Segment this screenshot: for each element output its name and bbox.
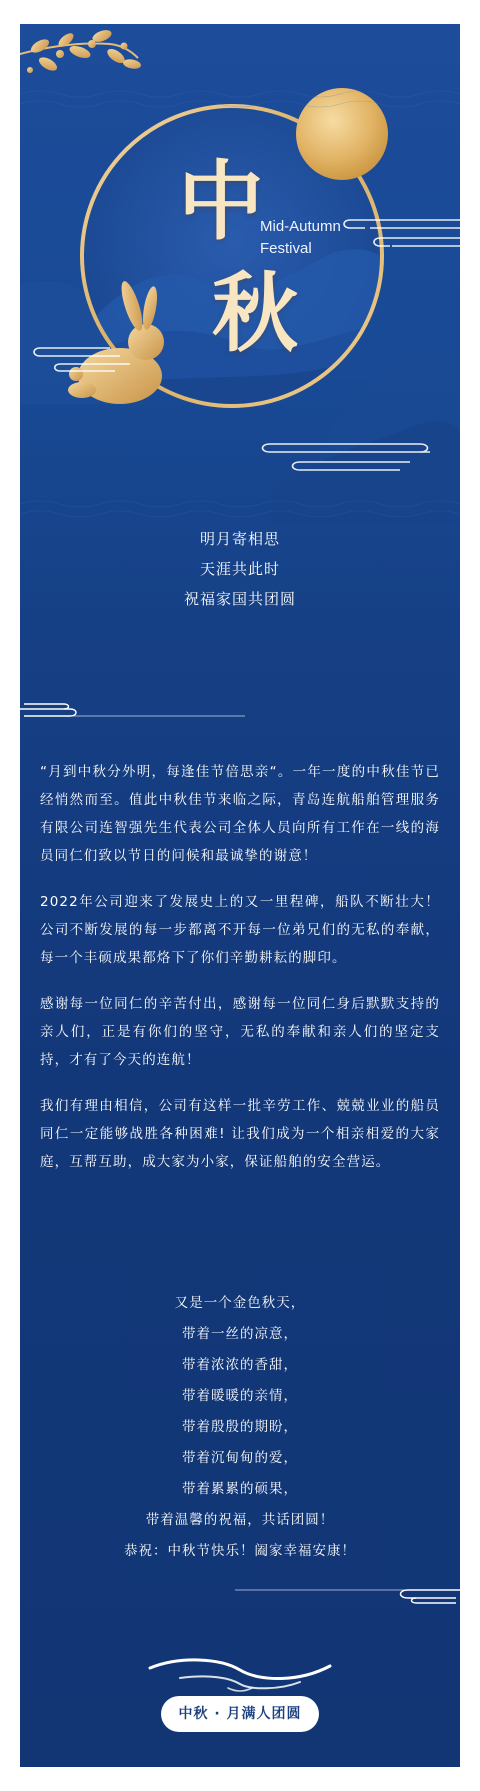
title-char-zhong: 中 [178, 151, 264, 252]
divider-cloud-left [20, 700, 250, 720]
title-char-qiu: 秋 [212, 263, 298, 364]
poem-line: 带着暖暖的亲情， [182, 1388, 298, 1404]
article-paragraph: 感谢每一位同仁的辛苦付出，感谢每一位同仁身后默默支持的亲人们，正是有你们的坚守，无私的奉献和亲人们的坚定支持，才有了今天的连航！ [40, 996, 440, 1068]
poem-line: 恭祝：中秋节快乐！阖家幸福安康！ [124, 1543, 356, 1559]
poem-line: 带着浓浓的香甜， [182, 1357, 298, 1373]
article-body [40, 758, 440, 1194]
poem-line: 带着累累的硕果， [182, 1481, 298, 1497]
hero-greeting-line: 天涯共此时 [199, 560, 280, 578]
article-paragraph: 2022年公司迎来了发展史上的又一里程碑，船队不断壮大！公司不断发展的每一步都离不开每一位弟兄们的无私的奉献，每一个丰硕成果都烙下了你们辛勤耕耘的脚印。 [40, 894, 440, 966]
poem-line: 又是一个金色秋天， [174, 1295, 306, 1311]
english-title-line-1: Mid-Autumn [260, 218, 341, 235]
article-paragraph: 我们有理由相信，公司有这样一批辛劳工作、兢兢业业的船员同仁一定能够战胜各种困难! 让我们成为一个相亲相爱的大家庭，互帮互助，成大家为小家，保证船舶的安全营运。 [40, 1098, 440, 1170]
hero-greeting-line: 祝福家国共团圆 [183, 590, 296, 608]
poem-line: 带着殷殷的期盼， [182, 1419, 298, 1435]
osmanthus-branch-icon [20, 28, 142, 73]
poem-line: 带着沉甸甸的爱， [182, 1450, 298, 1466]
hero-section [20, 24, 460, 644]
hero-greeting [20, 524, 460, 614]
poem-line: 带着温馨的祝福，共话团圆！ [145, 1512, 335, 1528]
mid-autumn-poster [20, 24, 460, 1767]
english-title [260, 216, 380, 260]
article-paragraph: “月到中秋分外明，每逢佳节倍思亲“。一年一度的中秋佳节已经悄然而至。值此中秋佳节来临之际，青岛连航船舶管理服务有限公司连智强先生代表公司全体人员向所有工作在一线的海员同仁们致以节日的问候和最诚挚的谢意！ [40, 764, 440, 864]
festival-badge: 中秋 · 月满人团圆 [161, 1696, 319, 1732]
hero-greeting-line: 明月寄相思 [199, 530, 280, 548]
poem-line: 带着一丝的凉意， [182, 1326, 298, 1342]
divider-cloud-right [230, 1584, 460, 1608]
moon-icon [296, 88, 388, 180]
english-title-line-2: Festival [260, 240, 312, 257]
poem [20, 1288, 460, 1567]
swirl-icon [140, 1648, 340, 1698]
